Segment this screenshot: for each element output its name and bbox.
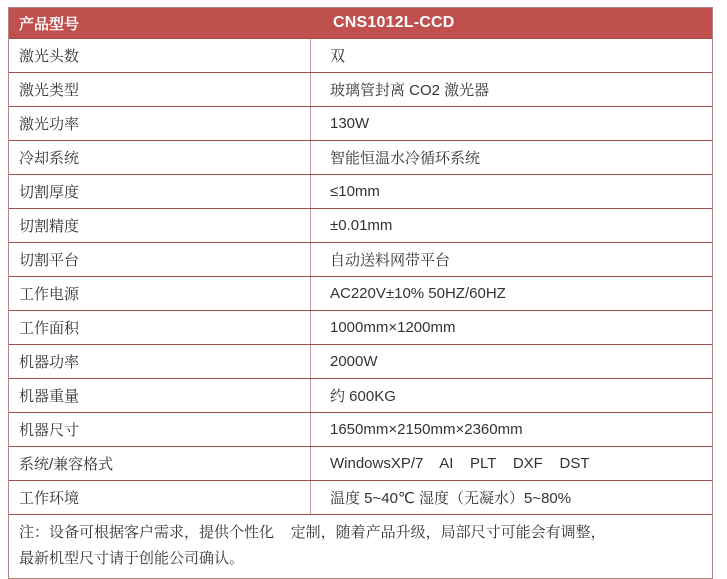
product-spec-table [8, 7, 713, 579]
spec-value: 智能恒温水冷循环系统 [330, 150, 481, 167]
spec-label: 机器重量 [9, 379, 311, 412]
table-header-row [9, 8, 712, 38]
table-row [9, 344, 712, 378]
table-row [9, 174, 712, 208]
table-row [9, 446, 712, 480]
spec-rows [9, 38, 712, 514]
spec-label: 工作环境 [9, 481, 311, 514]
spec-value: 1000mm×1200mm [330, 319, 456, 336]
spec-value: 温度 5~40℃ 湿度（无凝水）5~80% [330, 490, 572, 507]
table-row [9, 106, 712, 140]
spec-label: 工作面积 [9, 311, 311, 344]
spec-value: WindowsXP/7 AI PLT DXF DST [330, 455, 590, 472]
table-row [9, 378, 712, 412]
spec-value: ±0.01mm [330, 217, 393, 234]
spec-value: 1650mm×2150mm×2360mm [330, 421, 523, 438]
header-product-model: CNS1012L-CCD [333, 14, 455, 31]
spec-value: 130W [330, 115, 370, 132]
spec-label: 系统/兼容格式 [9, 447, 311, 480]
spec-label: 机器尺寸 [9, 413, 311, 446]
table-row [9, 310, 712, 344]
spec-value: AC220V±10% 50HZ/60HZ [330, 285, 506, 302]
spec-label: 激光头数 [9, 39, 311, 72]
header-label: 产品型号 [19, 15, 80, 33]
spec-label: 切割平台 [9, 243, 311, 276]
table-row [9, 480, 712, 514]
table-row [9, 72, 712, 106]
table-row [9, 140, 712, 174]
spec-label: 激光功率 [9, 107, 311, 140]
note-line-2: 最新机型尺寸请于创能公司确认。 [19, 550, 245, 567]
table-row [9, 242, 712, 276]
table-row [9, 276, 712, 310]
spec-label: 工作电源 [9, 277, 311, 310]
table-row [9, 38, 712, 72]
table-row [9, 208, 712, 242]
spec-label: 切割精度 [9, 209, 311, 242]
spec-value: 2000W [330, 353, 378, 370]
spec-label: 机器功率 [9, 345, 311, 378]
spec-label: 激光类型 [9, 73, 311, 106]
table-row [9, 412, 712, 446]
spec-label: 冷却系统 [9, 141, 311, 174]
spec-value: ≤10mm [330, 183, 380, 200]
note-line-1: 注：设备可根据客户需求，提供个性化 定制，随着产品升级，局部尺寸可能会有调整， [19, 524, 606, 541]
spec-label: 切割厚度 [9, 175, 311, 208]
note-row [9, 514, 712, 578]
spec-value: 玻璃管封离 CO2 激光器 [330, 82, 490, 99]
spec-value: 约 600KG [330, 388, 396, 405]
spec-value: 自动送料网带平台 [330, 252, 451, 269]
spec-value: 双 [330, 48, 346, 65]
